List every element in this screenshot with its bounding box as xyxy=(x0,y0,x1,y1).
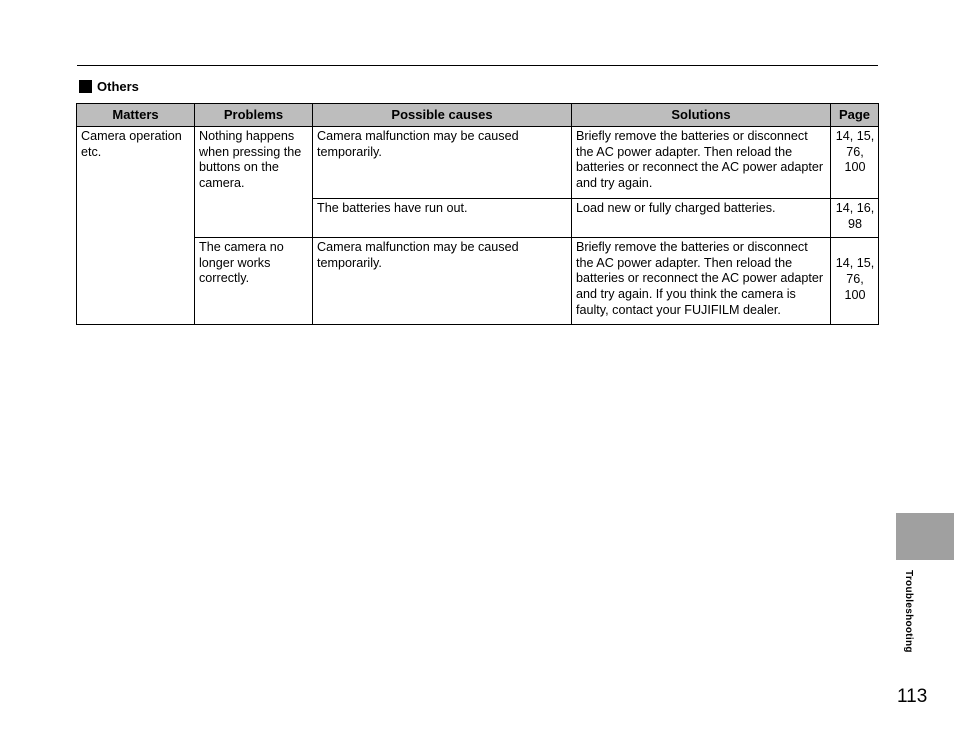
section-title: Others xyxy=(97,79,139,94)
table-row xyxy=(77,238,879,325)
page-number: 113 xyxy=(897,686,928,707)
solution-cell: Load new or fully charged batteries. xyxy=(572,199,831,238)
troubleshooting-table xyxy=(76,103,879,325)
table-row xyxy=(77,127,879,199)
problem-cell: Nothing happens when pressing the buttons on the camera. xyxy=(195,127,313,238)
table-header-row xyxy=(77,104,879,127)
header-problems: Problems xyxy=(195,104,313,127)
section-tab-label: Troubleshooting xyxy=(903,570,914,653)
page-ref-cell: 14, 15, 76, 100 xyxy=(831,238,879,325)
section-tab-block xyxy=(896,513,954,560)
cause-cell: Camera malfunction may be caused temporarily. xyxy=(313,127,572,199)
section-heading xyxy=(79,79,139,94)
solution-cell: Briefly remove the batteries or disconnect the AC power adapter. Then reload the batteries or reconnect the AC power adapter and try again. If you think the camera is faulty, contact your FUJIFILM dealer. xyxy=(572,238,831,325)
top-rule xyxy=(77,65,878,66)
matters-cell: Camera operation etc. xyxy=(77,127,195,325)
page-ref-cell: 14, 15, 76, 100 xyxy=(831,127,879,199)
header-matters: Matters xyxy=(77,104,195,127)
header-possible-causes: Possible causes xyxy=(313,104,572,127)
cause-cell: The batteries have run out. xyxy=(313,199,572,238)
problem-cell: The camera no longer works correctly. xyxy=(195,238,313,325)
solution-cell: Briefly remove the batteries or disconnect the AC power adapter. Then reload the batteries or reconnect the AC power adapter and try again. xyxy=(572,127,831,199)
header-solutions: Solutions xyxy=(572,104,831,127)
header-page: Page xyxy=(831,104,879,127)
cause-cell: Camera malfunction may be caused temporarily. xyxy=(313,238,572,325)
page-ref-cell: 14, 16, 98 xyxy=(831,199,879,238)
square-bullet-icon xyxy=(79,80,92,93)
